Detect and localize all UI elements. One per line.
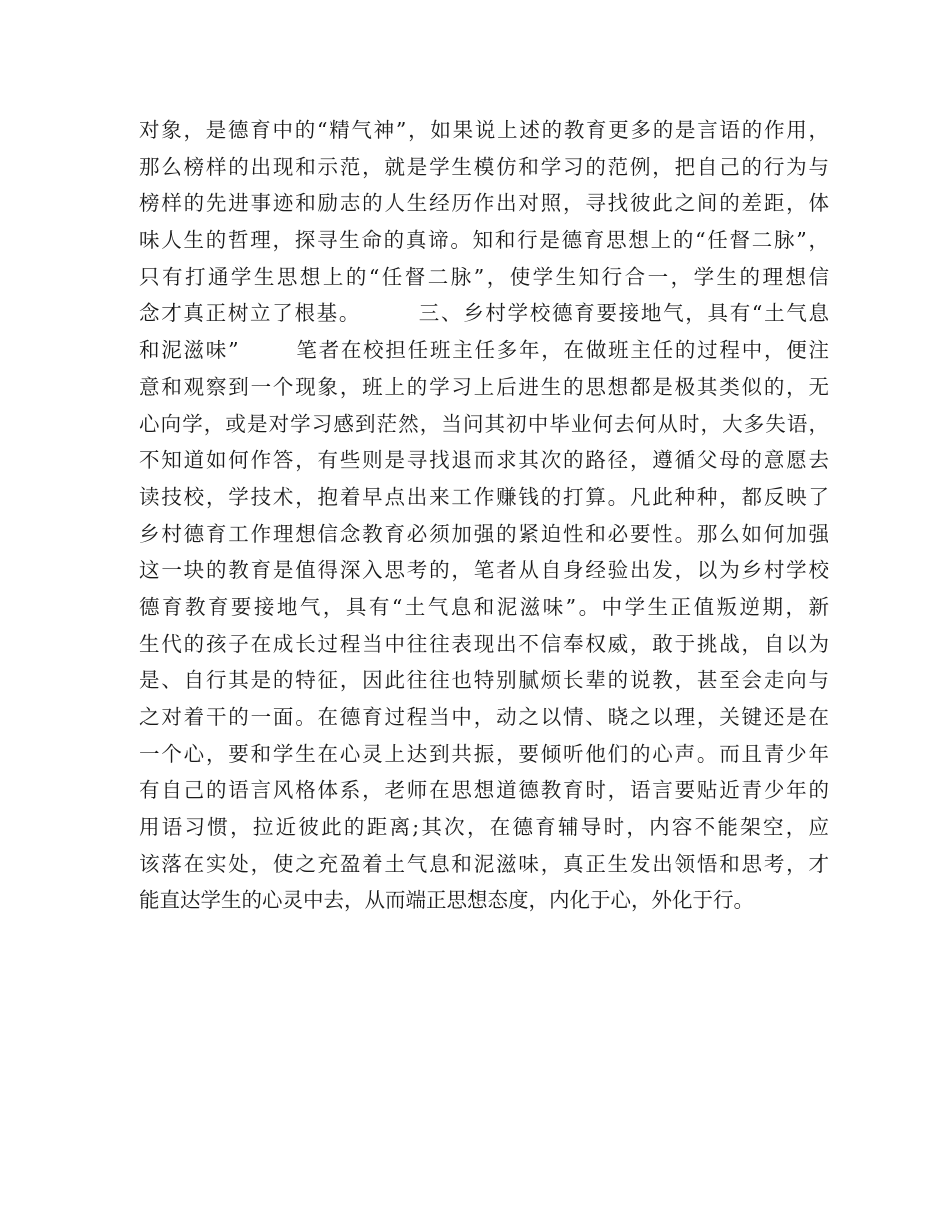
text-line: 之对着干的一面。在德育过程当中，动之以情、晓之以理，关键还是在 (139, 705, 829, 729)
text-line: 用语习惯，拉近彼此的距离;其次，在德育辅导时，内容不能架空，应 (139, 815, 829, 840)
text-line: 这一块的教育是值得深入思考的，笔者从自身经验出发，以为乡村学校 (139, 558, 829, 583)
text-line: 一个心，要和学生在心灵上达到共振，要倾听他们的心声。而且青少年 (139, 741, 829, 766)
text-segment: 笔者在校担任班主任多年，在做班主任的过程中，便注 (294, 338, 830, 363)
text-line-with-heading (139, 295, 829, 332)
text-line: 有自己的语言风格体系，老师在思想道德教育时，语言要贴近青少年的 (139, 778, 829, 803)
text-line: 能直达学生的心灵中去，从而端正思想态度，内化于心，外化于行。 (139, 888, 754, 913)
text-line: 读技校，学技术，抱着早点出来工作赚钱的打算。凡此种种，都反映了 (139, 484, 829, 509)
body-text (139, 112, 829, 919)
text-line: 心向学，或是对学习感到茫然，当问其初中毕业何去何从时，大多失语， (139, 411, 829, 436)
text-line: 对象，是德育中的“精气神”，如果说上述的教育更多的是言语的作用， (139, 118, 829, 142)
text-segment: 念才真正树立了根基。 (139, 301, 362, 326)
section-heading-end: 和泥滋味” (139, 338, 239, 363)
text-line: 榜样的先进事迹和励志的人生经历作出对照，寻找彼此之间的差距，体 (139, 191, 829, 216)
text-line: 乡村德育工作理想信念教育必须加强的紧迫性和必要性。那么如何加强 (139, 521, 829, 546)
text-line: 生代的孩子在成长过程当中往往表现出不信奉权威，敢于挑战，自以为 (139, 631, 829, 656)
text-line: 意和观察到一个现象，班上的学习上后进生的思想都是极其类似的，无 (139, 374, 829, 399)
text-line: 是、自行其是的特征，因此往往也特别腻烦长辈的说教，甚至会走向与 (139, 668, 829, 693)
text-line: 德育教育要接地气，具有“土气息和泥滋味”。中学生正值叛逆期，新 (139, 594, 829, 619)
text-line: 该落在实处，使之充盈着土气息和泥滋味，真正生发出领悟和思考，才 (139, 851, 829, 876)
section-heading: 三、乡村学校德育要接地气，具有“土气息 (417, 301, 829, 326)
text-line-with-paragraph-start (139, 332, 829, 369)
text-line: 不知道如何作答，有些则是寻找退而求其次的路径，遵循父母的意愿去 (139, 448, 829, 473)
text-line: 味人生的哲理，探寻生命的真谛。知和行是德育思想上的“任督二脉”， (139, 228, 829, 253)
text-line: 只有打通学生思想上的“任督二脉”，使学生知行合一，学生的理想信 (139, 264, 829, 289)
text-line: 那么榜样的出现和示范，就是学生模仿和学习的范例，把自己的行为与 (139, 154, 829, 179)
